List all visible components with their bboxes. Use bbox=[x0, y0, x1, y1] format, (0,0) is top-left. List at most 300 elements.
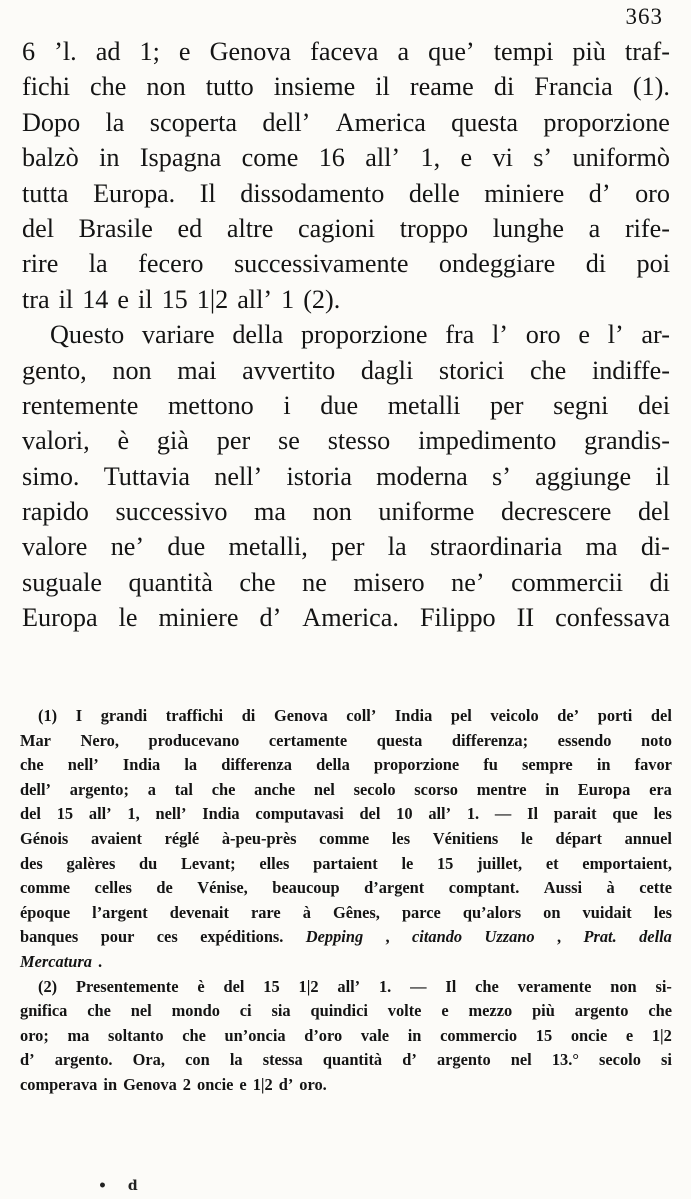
footnotes-word: che bbox=[475, 976, 499, 996]
footnotes-word: scorso bbox=[414, 779, 458, 799]
footnotes-line bbox=[20, 753, 672, 778]
footnotes-word: Vénise, bbox=[197, 878, 248, 898]
footnotes-word: d’ bbox=[278, 1074, 294, 1094]
footnotes-word: Il bbox=[527, 804, 538, 824]
footnotes-word: in bbox=[103, 1074, 118, 1094]
main_text-line bbox=[22, 494, 670, 529]
footnotes-word: oro. bbox=[299, 1074, 327, 1094]
main_text-line bbox=[22, 353, 670, 388]
footnotes-word: (2) bbox=[38, 976, 58, 996]
footnotes-word: d’argent bbox=[364, 878, 425, 898]
footnotes-word: in bbox=[596, 755, 611, 775]
footnotes-word: pour bbox=[100, 927, 135, 947]
footnotes-word: partaient bbox=[313, 853, 378, 873]
footnotes-word: del bbox=[20, 804, 41, 824]
main_text-word: cagioni bbox=[298, 213, 376, 243]
main_text-word: e bbox=[578, 320, 590, 350]
main_text-word: l’ bbox=[607, 320, 624, 350]
footnotes-word: anche bbox=[254, 779, 296, 799]
main_text-line bbox=[22, 211, 670, 246]
footnotes-word: porti bbox=[597, 706, 633, 725]
main_text-word: e bbox=[117, 284, 129, 314]
main_text-word: in bbox=[99, 143, 120, 173]
footnotes-word: 1. bbox=[466, 804, 480, 824]
main_text-word: fichi bbox=[22, 72, 70, 102]
footnotes-word: Nero, bbox=[80, 730, 119, 750]
footnotes-word: de’ bbox=[557, 706, 580, 725]
footnotes-word: 15 bbox=[56, 804, 74, 824]
main_text-word: proporzione bbox=[300, 320, 428, 350]
footnotes-word: Aussi bbox=[543, 878, 583, 898]
main_text-word: aggiunge bbox=[535, 461, 632, 491]
footnotes-word: les bbox=[391, 828, 411, 848]
main_text-word: fecero bbox=[138, 249, 204, 279]
footnotes-line bbox=[20, 999, 672, 1024]
footnotes-word: comperava bbox=[20, 1074, 98, 1094]
footnotes-word: grandi bbox=[100, 706, 148, 725]
main_text-word: traf- bbox=[624, 37, 670, 66]
main_text-word: la bbox=[88, 249, 108, 279]
main_text-word: della bbox=[232, 320, 284, 350]
footnotes-word: che bbox=[182, 1025, 206, 1045]
footnotes-word: comme bbox=[20, 878, 71, 898]
main_text-word: America. bbox=[302, 603, 399, 633]
main_text-word: per bbox=[216, 426, 251, 456]
main_text-word: indiffe- bbox=[591, 355, 670, 385]
main_text-word: non bbox=[146, 72, 186, 102]
main_text-word: proporzione bbox=[543, 107, 670, 137]
footnotes-word: traffichi bbox=[165, 706, 224, 725]
main_text-word: questa bbox=[451, 107, 519, 137]
main_text-line bbox=[22, 388, 670, 423]
footnotes-word: noto bbox=[641, 730, 672, 750]
footnotes-word: le bbox=[520, 828, 533, 848]
footnotes-word: citando bbox=[412, 927, 463, 947]
main_text-word: tutta bbox=[22, 178, 69, 208]
main_text-line bbox=[22, 459, 670, 494]
footnotes-word: celles bbox=[94, 878, 132, 898]
main_text-word: suguale bbox=[22, 567, 102, 597]
main_text-line bbox=[22, 140, 670, 175]
footnotes-word: Genova bbox=[273, 706, 328, 725]
main_text-word: ne bbox=[302, 567, 327, 597]
footnotes-word: comptant. bbox=[448, 878, 520, 898]
footnotes-word: questa bbox=[376, 730, 423, 750]
footnotes-word: veramente bbox=[517, 976, 592, 996]
footnotes-word: de bbox=[156, 878, 173, 898]
footnotes-line bbox=[20, 778, 672, 803]
main_text-word: ondeggiare bbox=[438, 249, 556, 279]
footnotes-word: réglé bbox=[164, 828, 200, 848]
footnotes-word: Vénitiens bbox=[432, 828, 499, 848]
footnotes-block bbox=[20, 704, 672, 1098]
main_text-word: all’ bbox=[237, 284, 273, 314]
footnotes-word: a bbox=[147, 779, 156, 799]
footnotes-word: e bbox=[625, 1025, 634, 1045]
footnotes-word: la bbox=[184, 755, 198, 775]
footnotes-word: ci bbox=[239, 1001, 252, 1021]
footnotes-word: vale bbox=[360, 1025, 390, 1045]
main_text-word: ne’ bbox=[451, 567, 485, 597]
main_text-word: successivamente bbox=[233, 249, 409, 279]
footnotes-word: rare bbox=[250, 902, 281, 922]
main_text-word: 14 bbox=[82, 284, 109, 314]
footnotes-word: on bbox=[543, 902, 561, 922]
footnotes-word: fu bbox=[483, 755, 498, 775]
main_text-word: l’ bbox=[492, 320, 508, 350]
footnotes-word: all’ bbox=[88, 804, 112, 824]
main_text-line bbox=[22, 105, 670, 140]
main_text-word: non bbox=[112, 355, 152, 385]
main_text-word: confessava bbox=[555, 603, 670, 633]
main_text-word: per bbox=[331, 532, 365, 562]
main_text-word: 1, bbox=[420, 143, 441, 173]
footnotes-word: galères bbox=[66, 853, 116, 873]
main_text-line bbox=[22, 34, 670, 69]
main_text-word: America bbox=[335, 107, 426, 137]
main_text-word: Europa bbox=[22, 603, 98, 633]
footnotes-word: Uzzano bbox=[484, 927, 535, 947]
main_text-word: s’ bbox=[533, 143, 553, 173]
main_text-word: ma bbox=[585, 532, 618, 562]
main_text-word: decrescere bbox=[500, 497, 612, 527]
footnotes-word: Gênes, bbox=[332, 902, 380, 922]
main_text-word: non bbox=[312, 497, 352, 527]
footnotes-line bbox=[20, 704, 672, 729]
main_text-word: lunghe bbox=[492, 213, 565, 243]
main_text-word: misero bbox=[353, 567, 425, 597]
footnotes-word: nell’ bbox=[155, 804, 187, 824]
main_text-word: impedimento bbox=[418, 426, 557, 456]
main_text-word: (1). bbox=[632, 72, 670, 102]
main_text-word: oro bbox=[635, 178, 670, 208]
main_text-line bbox=[22, 600, 670, 635]
footnotes-word: argento. bbox=[54, 1050, 113, 1070]
main_text-word: del bbox=[22, 213, 54, 243]
footnotes-word: Europa bbox=[577, 779, 631, 799]
footnotes-word: veicolo bbox=[490, 706, 539, 725]
main-text-block bbox=[22, 34, 670, 636]
footnotes-word: Génois bbox=[20, 828, 69, 848]
main_text-word: Il bbox=[199, 178, 216, 208]
main_text-word: per bbox=[490, 390, 524, 420]
main_text-word: tra bbox=[22, 284, 50, 314]
main_text-word: segni bbox=[553, 390, 609, 420]
footnotes-word: et bbox=[545, 853, 559, 873]
main_text-word: commercii bbox=[511, 567, 624, 597]
main_text-word: valore bbox=[22, 532, 88, 562]
footnotes-word: que bbox=[612, 804, 638, 824]
footnotes-word: 1|2 bbox=[298, 976, 319, 996]
main_text-word: moderna bbox=[376, 461, 468, 491]
footnotes-word: départ bbox=[555, 828, 602, 848]
footnotes-word: che bbox=[20, 755, 44, 775]
footnotes-word: parait bbox=[553, 804, 597, 824]
main_text-word: rire bbox=[22, 249, 59, 279]
footnotes-word: del bbox=[223, 976, 245, 996]
main_text-word: uniformò bbox=[572, 143, 670, 173]
main_text-word: miniere bbox=[484, 178, 565, 208]
main_text-word: 6 bbox=[22, 37, 36, 66]
main_text-word: s’ bbox=[492, 461, 511, 491]
footnotes-word: e bbox=[239, 1074, 247, 1094]
footnotes-word: vuidait bbox=[582, 902, 632, 922]
footnotes-word: à-peu-près bbox=[221, 828, 297, 848]
footnotes-word: ma bbox=[67, 1025, 90, 1045]
footnotes-word: 1, bbox=[127, 804, 140, 824]
footnotes-word: che bbox=[211, 779, 236, 799]
footnotes-word: avaient bbox=[90, 828, 142, 848]
main_text-line bbox=[22, 317, 670, 352]
footnotes-word: 1|2 bbox=[252, 1074, 273, 1094]
main_text-line bbox=[22, 529, 670, 564]
footnotes-word: Depping bbox=[305, 927, 364, 947]
footnotes-line bbox=[20, 1024, 672, 1049]
main_text-word: del bbox=[637, 497, 670, 527]
footnotes-word: nel bbox=[130, 1001, 152, 1021]
footnotes-word: — bbox=[494, 804, 512, 824]
main_text-line bbox=[22, 423, 670, 458]
footnotes-word: di bbox=[241, 706, 256, 725]
footnotes-word: differenza; bbox=[451, 730, 529, 750]
main_text-word: II bbox=[516, 603, 535, 633]
footnotes-word: quindici bbox=[310, 1001, 368, 1021]
main_text-word: Tuttavia bbox=[103, 461, 191, 491]
main_text-word: gento, bbox=[22, 355, 87, 385]
footnotes-line bbox=[20, 1073, 672, 1098]
page-number: 363 bbox=[625, 4, 663, 29]
footnotes-word: in bbox=[545, 779, 559, 799]
main_text-word: Francia bbox=[534, 72, 613, 102]
main_text-word: d’ bbox=[259, 603, 282, 633]
main_text-word: Ispagna bbox=[139, 143, 222, 173]
main_text-word: come bbox=[241, 143, 299, 173]
main_text-word: il bbox=[375, 72, 390, 102]
footnotes-word: d’oro bbox=[304, 1025, 343, 1045]
footnotes-word: 1. bbox=[378, 976, 392, 996]
footnotes-word: des bbox=[20, 853, 43, 873]
main_text-word: la bbox=[105, 107, 125, 137]
main_text-line bbox=[22, 246, 670, 281]
footnotes-word: differenza bbox=[221, 755, 292, 775]
footnotes-word: 13.° bbox=[551, 1050, 579, 1070]
footnotes-word: all’ bbox=[428, 804, 452, 824]
main_text-word: che bbox=[239, 567, 276, 597]
main_text-word: 1|2 bbox=[196, 284, 229, 314]
footnotes-word: secolo bbox=[599, 1050, 641, 1070]
main_text-word: rife- bbox=[624, 213, 670, 243]
footnotes-word: oncie bbox=[570, 1025, 608, 1045]
footnotes-word: Presentemente bbox=[75, 976, 179, 996]
main_text-word: metalli, bbox=[228, 532, 308, 562]
footnotes-word: les bbox=[653, 902, 672, 922]
footnotes-word: soltanto bbox=[108, 1025, 164, 1045]
footnotes-word: del bbox=[359, 804, 381, 824]
footnotes-word: oro; bbox=[20, 1025, 49, 1045]
footnotes-word: Mercatura bbox=[20, 951, 92, 971]
main_text-line bbox=[22, 176, 670, 211]
main_text-word: il bbox=[655, 461, 670, 491]
footnotes-word: nell’ bbox=[67, 755, 99, 775]
footnotes-word: à bbox=[606, 878, 615, 898]
footnotes-word: nel bbox=[313, 779, 335, 799]
main_text-word: variare bbox=[141, 320, 215, 350]
main_text-word: a bbox=[588, 213, 601, 243]
footnotes-word: qu’alors bbox=[462, 902, 522, 922]
footnotes-word: un’oncia bbox=[224, 1025, 286, 1045]
main_text-word: faceva bbox=[310, 37, 379, 66]
main_text-word: la bbox=[387, 532, 407, 562]
footnotes-line bbox=[20, 975, 672, 1000]
footnotes-line bbox=[20, 827, 672, 852]
footnotes-word: emportaient, bbox=[582, 853, 672, 873]
footnotes-line bbox=[20, 802, 672, 827]
main_text-word: nell’ bbox=[214, 461, 263, 491]
footnotes-word: devenait bbox=[169, 902, 229, 922]
footnotes-word: comme bbox=[319, 828, 370, 848]
main_text-word: il bbox=[138, 284, 153, 314]
footnotes-word: ces bbox=[156, 927, 178, 947]
main_text-word: mettono bbox=[167, 390, 254, 420]
footnotes-word: argento; bbox=[69, 779, 129, 799]
footnotes-word: les bbox=[653, 804, 672, 824]
main_text-word: ed bbox=[177, 213, 203, 243]
footnotes-word: del bbox=[650, 706, 672, 725]
footnotes-word: della bbox=[316, 755, 350, 775]
main_text-word: 1; bbox=[139, 37, 160, 66]
main_text-word: que’ bbox=[428, 37, 475, 66]
footnotes-line bbox=[20, 925, 672, 950]
main_text-word: delle bbox=[408, 178, 460, 208]
footnotes-word: in bbox=[407, 1025, 422, 1045]
main_text-word: ma bbox=[254, 497, 287, 527]
main_text-word: i bbox=[283, 390, 291, 420]
main_text-word: tutto bbox=[205, 72, 254, 102]
main_text-word: ’l. bbox=[54, 37, 77, 66]
footnotes-word: annuel bbox=[624, 828, 672, 848]
bottom-mark: • d bbox=[98, 1178, 146, 1194]
footnotes-word: parce bbox=[401, 902, 441, 922]
footnotes-word: della bbox=[639, 927, 672, 947]
footnotes-word: mentre bbox=[476, 779, 527, 799]
main_text-word: reame bbox=[409, 72, 474, 102]
main_text-word: miniere bbox=[158, 603, 239, 633]
main_text-word: d’ bbox=[588, 178, 611, 208]
footnotes-word: argento bbox=[436, 1050, 491, 1070]
main_text-word: metalli bbox=[387, 390, 461, 420]
footnotes-line bbox=[20, 729, 672, 754]
footnotes-word: 15 bbox=[436, 853, 454, 873]
footnotes-word: l’argent bbox=[92, 902, 148, 922]
footnotes-word: si bbox=[661, 1050, 672, 1070]
main_text-word: già bbox=[156, 426, 189, 456]
main_text-word: di- bbox=[640, 532, 670, 562]
main_text-word: le bbox=[118, 603, 138, 633]
main_text-word: ne’ bbox=[110, 532, 145, 562]
main_text-word: rentemente bbox=[22, 390, 139, 420]
main_text-word: Dopo bbox=[22, 107, 81, 137]
footnotes-word: computavasi bbox=[255, 804, 344, 824]
main_text-word: oro bbox=[525, 320, 561, 350]
main_text-word: mai bbox=[177, 355, 217, 385]
footnotes-word: beaucoup bbox=[272, 878, 340, 898]
main_text-word: Genova bbox=[209, 37, 292, 66]
main_text-word: e bbox=[460, 143, 473, 173]
footnotes-word: le bbox=[401, 853, 414, 873]
footnotes-word: favor bbox=[634, 755, 672, 775]
footnotes-word: India bbox=[202, 804, 240, 824]
main_text-word: Questo bbox=[50, 320, 125, 350]
main_text-word: straordinaria bbox=[429, 532, 563, 562]
footnotes-word: , bbox=[556, 927, 562, 947]
footnotes-word: mondo bbox=[171, 1001, 220, 1021]
main_text-word: altre bbox=[226, 213, 274, 243]
main_text-word: quantità bbox=[128, 567, 213, 597]
main_text-line bbox=[22, 69, 670, 104]
footnotes-word: I bbox=[75, 706, 83, 725]
footnotes-word: Levant; bbox=[180, 853, 236, 873]
footnotes-word: — bbox=[410, 976, 427, 996]
footnotes-word: mezzo bbox=[468, 1001, 513, 1021]
main_text-word: grandis- bbox=[584, 426, 670, 456]
footnotes-word: , bbox=[385, 927, 390, 947]
main_text-word: all’ bbox=[365, 143, 401, 173]
footnotes-word: 15 bbox=[535, 1025, 553, 1045]
main_text-word: successivo bbox=[115, 497, 228, 527]
footnotes-word: 15 bbox=[263, 976, 280, 996]
main_text-word: di bbox=[585, 249, 607, 279]
main_text-word: di bbox=[493, 72, 515, 102]
footnotes-word: tal bbox=[174, 779, 193, 799]
footnotes-word: dell’ bbox=[20, 779, 51, 799]
footnotes-word: si- bbox=[655, 976, 672, 996]
main_text-word: il bbox=[58, 284, 74, 314]
main_text-word: ad bbox=[95, 37, 121, 66]
footnotes-word: oncie bbox=[197, 1074, 234, 1094]
footnotes-word: coll’ bbox=[346, 706, 377, 725]
main_text-word: due bbox=[167, 532, 206, 562]
footnotes-word: elles bbox=[259, 853, 290, 873]
footnotes-line bbox=[20, 852, 672, 877]
footnotes-word: che bbox=[648, 1001, 672, 1021]
footnotes-word: juillet, bbox=[477, 853, 523, 873]
main_text-word: e bbox=[178, 37, 191, 66]
main_text-word: (2). bbox=[303, 284, 341, 314]
main_text-word: che bbox=[529, 355, 567, 385]
footnotes-word: Genova bbox=[123, 1074, 177, 1094]
footnotes-word: e bbox=[441, 1001, 449, 1021]
footnotes-word: stessa bbox=[262, 1050, 303, 1070]
main_text-word: più bbox=[572, 37, 606, 66]
footnotes-word: certamente bbox=[268, 730, 348, 750]
main_text-word: Filippo bbox=[419, 603, 496, 633]
main_text-word: di bbox=[649, 567, 670, 597]
footnotes-word: Mar bbox=[20, 730, 51, 750]
footnotes-word: producevano bbox=[148, 730, 240, 750]
footnotes-word: commercio bbox=[440, 1025, 518, 1045]
main_text-word: valori, bbox=[22, 426, 90, 456]
footnotes-word: banques bbox=[20, 927, 79, 947]
footnotes-word: sia bbox=[271, 1001, 291, 1021]
footnotes-word: (1) bbox=[38, 706, 58, 725]
footnotes-word: gnifica bbox=[20, 1001, 68, 1021]
footnotes-word: quantità bbox=[322, 1050, 383, 1070]
main_text-word: dissodamento bbox=[240, 178, 385, 208]
main_text-word: uniforme bbox=[378, 497, 475, 527]
footnotes-word: Il bbox=[445, 976, 457, 996]
main_text-word: che bbox=[90, 72, 127, 102]
main_text-word: poi bbox=[636, 249, 670, 279]
